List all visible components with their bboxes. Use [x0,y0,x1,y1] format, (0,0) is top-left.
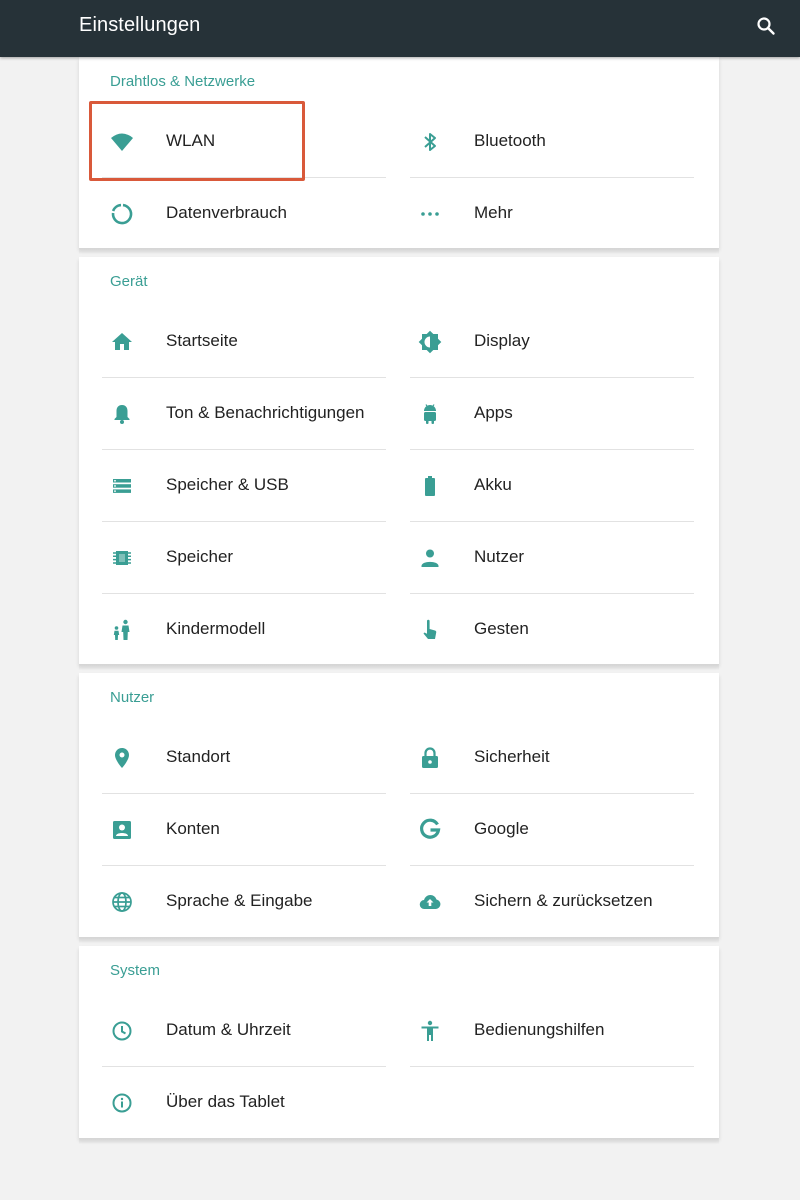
section-title: Gerät [110,273,148,290]
bluetooth-icon [418,130,442,154]
account-box-icon [110,818,134,842]
settings-item-label: Gesten [474,619,529,638]
settings-item-label: Sichern & zurücksetzen [474,891,653,910]
settings-item-label: Nutzer [474,547,525,566]
settings-item-label: Google [474,819,529,838]
settings-item-datenverbrauch[interactable] [102,178,386,250]
settings-item-sicherheit[interactable] [410,722,694,794]
settings-item-apps[interactable] [410,378,694,450]
bell-icon [110,402,134,426]
settings-item-label: Datum & Uhrzeit [166,1020,291,1039]
settings-item-label: Konten [166,819,220,838]
settings-item-sichern[interactable] [410,866,694,938]
settings-item-bedienungshilfen[interactable] [410,995,694,1067]
person-icon [418,546,442,570]
settings-item-label: Startseite [166,331,238,350]
info-icon [110,1091,134,1115]
data-usage-icon [110,202,134,226]
settings-item-speicher[interactable] [102,522,386,594]
settings-item-mehr[interactable] [410,178,694,250]
settings-item-bluetooth[interactable] [410,106,694,178]
settings-item-ton[interactable] [102,378,386,450]
settings-item-label: Sprache & Eingabe [166,891,313,910]
lock-icon [418,746,442,770]
clock-icon [110,1019,134,1043]
settings-item-label: Standort [166,747,231,766]
section-system [79,946,719,1138]
settings-item-label: Display [474,331,530,350]
settings-item-gesten[interactable] [410,594,694,666]
search-icon[interactable] [754,14,778,38]
battery-icon [418,474,442,498]
settings-item-standort[interactable] [102,722,386,794]
page-title: Einstellungen [79,14,201,36]
cloud-upload-icon [418,890,442,914]
settings-item-akku[interactable] [410,450,694,522]
google-icon [418,818,442,842]
settings-item-speicher-usb[interactable] [102,450,386,522]
more-icon [418,202,442,226]
settings-item-sprache[interactable] [102,866,386,938]
settings-item-label: Ton & Benachrichtigungen [166,403,365,422]
android-icon [418,402,442,426]
divider [410,1066,694,1067]
accessibility-icon [418,1019,442,1043]
settings-item-datum[interactable] [102,995,386,1067]
settings-item-google[interactable] [410,794,694,866]
section-user [79,673,719,937]
settings-item-label: Apps [474,403,513,422]
globe-icon [110,890,134,914]
app-toolbar [0,0,800,57]
settings-item-nutzer[interactable] [410,522,694,594]
storage-icon [110,474,134,498]
settings-item-konten[interactable] [102,794,386,866]
location-icon [110,746,134,770]
settings-item-label: Kindermodell [166,619,266,638]
settings-item-label: Über das Tablet [166,1092,285,1111]
section-device [79,257,719,664]
settings-item-display[interactable] [410,306,694,378]
memory-icon [110,546,134,570]
gesture-icon [418,618,442,642]
settings-item-ueber[interactable] [102,1067,386,1139]
settings-item-label: Akku [474,475,512,494]
settings-item-label: Bluetooth [474,131,546,150]
section-title: Nutzer [110,689,155,706]
brightness-icon [418,330,442,354]
wifi-icon [110,130,134,154]
settings-item-startseite[interactable] [102,306,386,378]
settings-item-label: WLAN [166,131,216,150]
home-icon [110,330,134,354]
section-title: System [110,962,161,979]
settings-item-kindermodell[interactable] [102,594,386,666]
settings-item-label: Bedienungshilfen [474,1020,605,1039]
settings-item-wlan[interactable] [102,106,386,178]
settings-item-label: Sicherheit [474,747,550,766]
settings-item-label: Mehr [474,203,513,222]
settings-item-label: Speicher & USB [166,475,289,494]
section-title: Drahtlos & Netzwerke [110,73,256,90]
child-icon [110,618,134,642]
settings-item-label: Speicher [166,547,234,566]
settings-item-label: Datenverbrauch [166,203,287,222]
section-wireless-networks [79,57,719,248]
